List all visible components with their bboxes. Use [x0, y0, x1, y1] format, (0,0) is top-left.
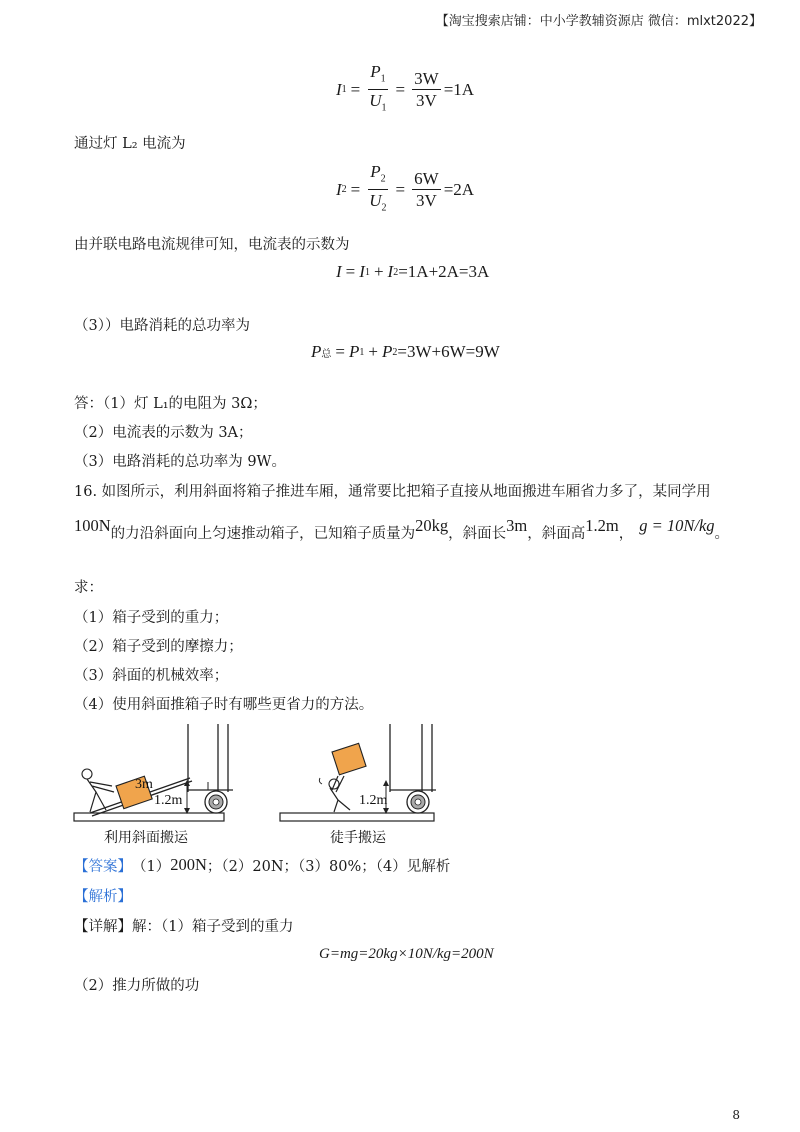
- eq4-t2-sub: 2: [392, 346, 398, 358]
- question-16-line-1: 16. 如图所示，利用斜面将箱子推进车厢，通常要比把箱子直接从地面搬进车厢省力多了，某同学用: [74, 484, 711, 500]
- left-height-label: 1.2m: [154, 793, 183, 808]
- work-line: （2）推力所做的功: [74, 978, 200, 994]
- eq3-lhs: I: [336, 262, 342, 281]
- slope-length-label: 3m: [135, 777, 153, 792]
- box-lifted: [332, 743, 366, 774]
- eq2-result: =2A: [443, 179, 475, 199]
- eq4-t1-sub: 1: [359, 346, 365, 358]
- line-total-power: （3））电路消耗的总功率为: [74, 318, 250, 334]
- answer-200n: 200N: [170, 855, 207, 874]
- eq2-den-val: 3V: [416, 191, 437, 211]
- ask-heading: 求：: [74, 580, 103, 596]
- eq4-result: =3W+6W=9W: [397, 342, 500, 361]
- q16-text-b: ，斜面长: [448, 526, 507, 542]
- q16-height: 1.2m: [585, 516, 619, 535]
- eq1-frac-values: [412, 69, 441, 110]
- q16-length: 3m: [506, 516, 528, 535]
- eq2-num-sub: 2: [380, 173, 386, 185]
- answer-part-a: （1）: [132, 859, 171, 875]
- answer-part-b: ；（2）20N；（3）80%；（4）见解析: [206, 859, 451, 875]
- eq1-den-val: 3V: [416, 91, 437, 111]
- eq3-result: =1A+2A=3A: [398, 262, 490, 281]
- q16-text-d: ，: [618, 526, 634, 542]
- line-l2-current: 通过灯 L₂ 电流为: [74, 136, 186, 152]
- q16-g: g = 10N/kg: [639, 516, 715, 535]
- eq1-num-sym: P: [370, 62, 381, 81]
- answer-line-1: 答：（1）灯 L₁的电阻为 3Ω；: [74, 396, 267, 412]
- answer-label: 【答案】: [74, 859, 132, 875]
- eq3-t1-sub: 1: [364, 266, 370, 278]
- eq4-lhs: P: [311, 342, 322, 361]
- eq1-lhs: I: [336, 79, 342, 99]
- eq3-t2: I: [387, 262, 394, 281]
- eq1-frac-symbolic: [367, 62, 388, 118]
- eq2-den-sym: U: [369, 191, 382, 211]
- eq4-lhs-sub: 总: [321, 348, 332, 360]
- ask-item-2: （2）箱子受到的摩擦力；: [74, 639, 243, 655]
- q16-text-c: ，斜面高: [527, 526, 586, 542]
- detail-line: [74, 917, 293, 937]
- eq1-den-sub: 1: [381, 102, 387, 114]
- page-header: 【淘宝搜索店铺：中小学教辅资源店 微信：mlxt2022】: [435, 14, 762, 29]
- equation-total-current: I = I 1 + I 2 =1A+2A=3A: [336, 262, 490, 281]
- q16-force: 100N: [74, 516, 111, 535]
- equation-i1: I 1 = $\frac{P_1}{U_1}$ = $\frac{3W}{3V}$ =1A: [336, 62, 474, 118]
- figure-left-incline: [74, 724, 233, 821]
- ask-item-4: （4）使用斜面推箱子时有哪些更省力的方法。: [74, 697, 374, 713]
- figure-right-lifting: [280, 724, 436, 821]
- equation-i2: I 2 = $\frac{P_2}{U_2}$ = $\frac{6W}{3V}$ =2A: [336, 162, 474, 218]
- page-number: 8: [732, 1108, 740, 1122]
- equation-total-power: P 总 = P 1 + P 2 =3W+6W=9W: [311, 342, 500, 361]
- detail-text: 解：（1）箱子受到的重力: [132, 919, 294, 935]
- q16-end: 。: [714, 526, 730, 542]
- eq2-den-sub: 2: [381, 202, 387, 214]
- q16-text-a: 的力沿斜面向上匀速推动箱子，已知箱子质量为: [110, 526, 416, 542]
- ask-item-1: （1）箱子受到的重力；: [74, 610, 229, 626]
- question-16-line-2: [74, 516, 730, 544]
- caption-left: 利用斜面搬运: [104, 830, 188, 846]
- eq3-t2-sub: 2: [393, 266, 399, 278]
- eq1-num-val: 3W: [414, 69, 439, 89]
- eq1-lhs-sub: 1: [341, 84, 347, 96]
- eq1-num-sub: 1: [380, 73, 386, 85]
- ask-item-3: （3）斜面的机械效率；: [74, 668, 229, 684]
- line-parallel-rule: 由并联电路电流规律可知，电流表的示数为: [74, 237, 350, 253]
- eq2-lhs: I: [336, 179, 342, 199]
- eq1-result: =1A: [443, 79, 475, 99]
- eq1-den-sym: U: [369, 91, 382, 111]
- eq2-lhs-sub: 2: [341, 184, 347, 196]
- eq3-t1: I: [359, 262, 365, 281]
- analysis-label: 【解析】: [74, 889, 132, 905]
- detail-label: 【详解】: [74, 919, 132, 935]
- eq2-frac-symbolic: [367, 162, 388, 218]
- answer-line: [74, 857, 450, 877]
- eq4-t1: P: [348, 342, 360, 361]
- right-height-label: 1.2m: [359, 793, 388, 808]
- caption-right: 徒手搬运: [330, 830, 386, 846]
- q16-mass: 20kg: [415, 516, 449, 535]
- answer-line-3: （3）电路消耗的总功率为 9W。: [74, 454, 286, 470]
- equation-gravity: G=mg=20kg×10N/kg=200N: [319, 946, 494, 962]
- eq4-t2: P: [381, 342, 393, 361]
- answer-line-2: （2）电流表的示数为 3A；: [74, 425, 253, 441]
- figure-incline-vs-lifting: [68, 720, 448, 850]
- eq2-num-sym: P: [370, 162, 381, 181]
- eq2-num-val: 6W: [414, 169, 439, 189]
- eq2-frac-values: [412, 169, 441, 210]
